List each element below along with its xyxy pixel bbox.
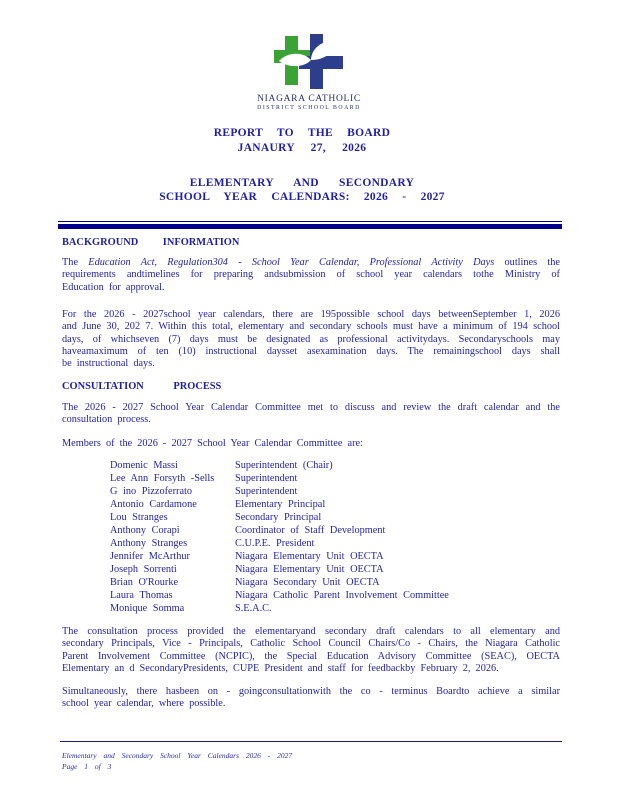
text-line: Simultaneously, there hasbeen on - goingconsultationwith the co - terminus Boardto achieve a similar [62, 686, 560, 697]
committee-row [62, 472, 560, 485]
text-line: Parent Involvement Committee (NCPIC), the Special Education Advisory Committee (SEAC), OECTA [62, 650, 560, 662]
member-name: Joseph Sorrenti [110, 564, 177, 575]
org-subtitle: DISTRICT SCHOOL BOARD [257, 105, 361, 111]
member-role: Coordinator of Staff Development [235, 525, 386, 536]
committee-row [62, 576, 560, 589]
member-role: Niagara Secondary Unit OECTA [235, 577, 380, 588]
text-line: school year calendar, where possible. [62, 698, 226, 710]
text-segment: outlines the [494, 257, 560, 268]
text-line: Elementary an d SecondaryPresidents, CUPE President and staff for feedbackby February 2, 2026. [62, 662, 499, 674]
member-role: Niagara Elementary Unit OECTA [235, 564, 384, 575]
member-role: C.U.P.E. President [235, 538, 315, 549]
board-logo [0, 33, 618, 111]
member-role: Niagara Catholic Parent Involvement Committee [235, 590, 449, 601]
text-line: The consultation process provided the elementaryand secondary draft calendars to all elementary and [62, 626, 560, 637]
member-role: Niagara Elementary Unit OECTA [235, 551, 384, 562]
committee-list [62, 459, 560, 615]
text-line: and June 30, 202 7. Within this total, elementary and secondary schools must have a minimum of 194 school [62, 321, 560, 333]
header-divider-bar [58, 224, 562, 229]
committee-row [62, 589, 560, 602]
paragraph-committee-met [62, 402, 560, 427]
member-name: Laura Thomas [110, 590, 173, 601]
footer-divider [60, 741, 562, 742]
member-name: Antonio Cardamone [110, 499, 197, 510]
text-line: secondary Principals, Vice - Principals, Catholic School Council Chairs/Co - Chairs, the Niagara Catholic [62, 638, 560, 650]
member-name: Brian O'Rourke [110, 577, 179, 588]
paragraph-consultation-feedback [62, 626, 560, 675]
committee-row [62, 459, 560, 472]
report-subject-line-1: ELEMENTARY AND SECONDARY [189, 177, 415, 189]
text-segment: The [62, 257, 89, 268]
page-footer [62, 750, 292, 772]
member-role: Superintendent [235, 486, 298, 497]
member-name: Anthony Stranges [110, 538, 188, 549]
footer-page-number: Page 1 of 3 [62, 762, 112, 771]
committee-row [62, 511, 560, 524]
report-date: JANAURY 27, 2026 [237, 142, 367, 154]
member-role: Secondary Principal [235, 512, 322, 523]
committee-row [62, 485, 560, 498]
text-line [62, 257, 560, 269]
org-name: NIAGARA CATHOLIC [257, 94, 361, 104]
member-role: Superintendent (Chair) [235, 460, 333, 471]
member-role: S.E.A.C. [235, 603, 272, 614]
member-role: Superintendent [235, 473, 298, 484]
text-line: haveamaximum of ten (10) instructional daysset asexamination days. The remainingschool days shall [62, 345, 560, 357]
header-divider [58, 221, 562, 229]
text-line: requirements andtimelines for preparing andsubmission of school year calendars tothe Ministry of [62, 269, 560, 281]
report-title: REPORT TO THE BOARD [213, 127, 391, 139]
committee-row [62, 602, 560, 615]
member-name: G ino Pizzoferrato [110, 486, 193, 497]
paragraph-coterminus [62, 686, 560, 711]
italic-citation: Education Act, Regulation304 - School Year Calendar, Professional Activity Days [88, 257, 495, 268]
text-line: For the 2026 - 2027school year calendars, there are 195possible school days betweenSeptember 1, 2026 [62, 309, 560, 320]
crosses-logo-icon [273, 33, 345, 93]
paragraph-members-intro [62, 438, 560, 450]
member-name: Domenic Massi [110, 460, 178, 471]
committee-row [62, 563, 560, 576]
committee-row [62, 537, 560, 550]
text-line: days, of whichseven (7) days must be designated as professional activitydays. Secondaryschools may [62, 333, 560, 345]
committee-row [62, 498, 560, 511]
member-name: Lee Ann Forsyth -Sells [110, 473, 215, 484]
report-subject-line-2: SCHOOL YEAR CALENDARS: 2026 - 2027 [159, 191, 445, 203]
paragraph-school-days [62, 309, 560, 370]
section-heading-background-information: BACKGROUND INFORMATION [62, 237, 240, 248]
text-line: Education for approval. [62, 281, 165, 293]
member-name: Monique Somma [110, 603, 185, 614]
text-line: be instructional days. [62, 358, 155, 370]
section-heading-consultation-process: CONSULTATION PROCESS [62, 381, 222, 392]
text-line: Members of the 2026 - 2027 School Year Calendar Committee are: [62, 438, 363, 449]
committee-row [62, 524, 560, 537]
text-line: consultation process. [62, 414, 151, 426]
text-line: The 2026 - 2027 School Year Calendar Committee met to discuss and review the draft calendar and the [62, 402, 560, 413]
paragraph-regulation [62, 257, 560, 294]
committee-row [62, 550, 560, 563]
member-role: Elementary Principal [235, 499, 326, 510]
member-name: Jennifer McArthur [110, 551, 190, 562]
member-name: Anthony Corapi [110, 525, 180, 536]
member-name: Lou Stranges [110, 512, 168, 523]
footer-doc-title: Elementary and Secondary School Year Calendars 2026 - 2027 [62, 751, 293, 760]
